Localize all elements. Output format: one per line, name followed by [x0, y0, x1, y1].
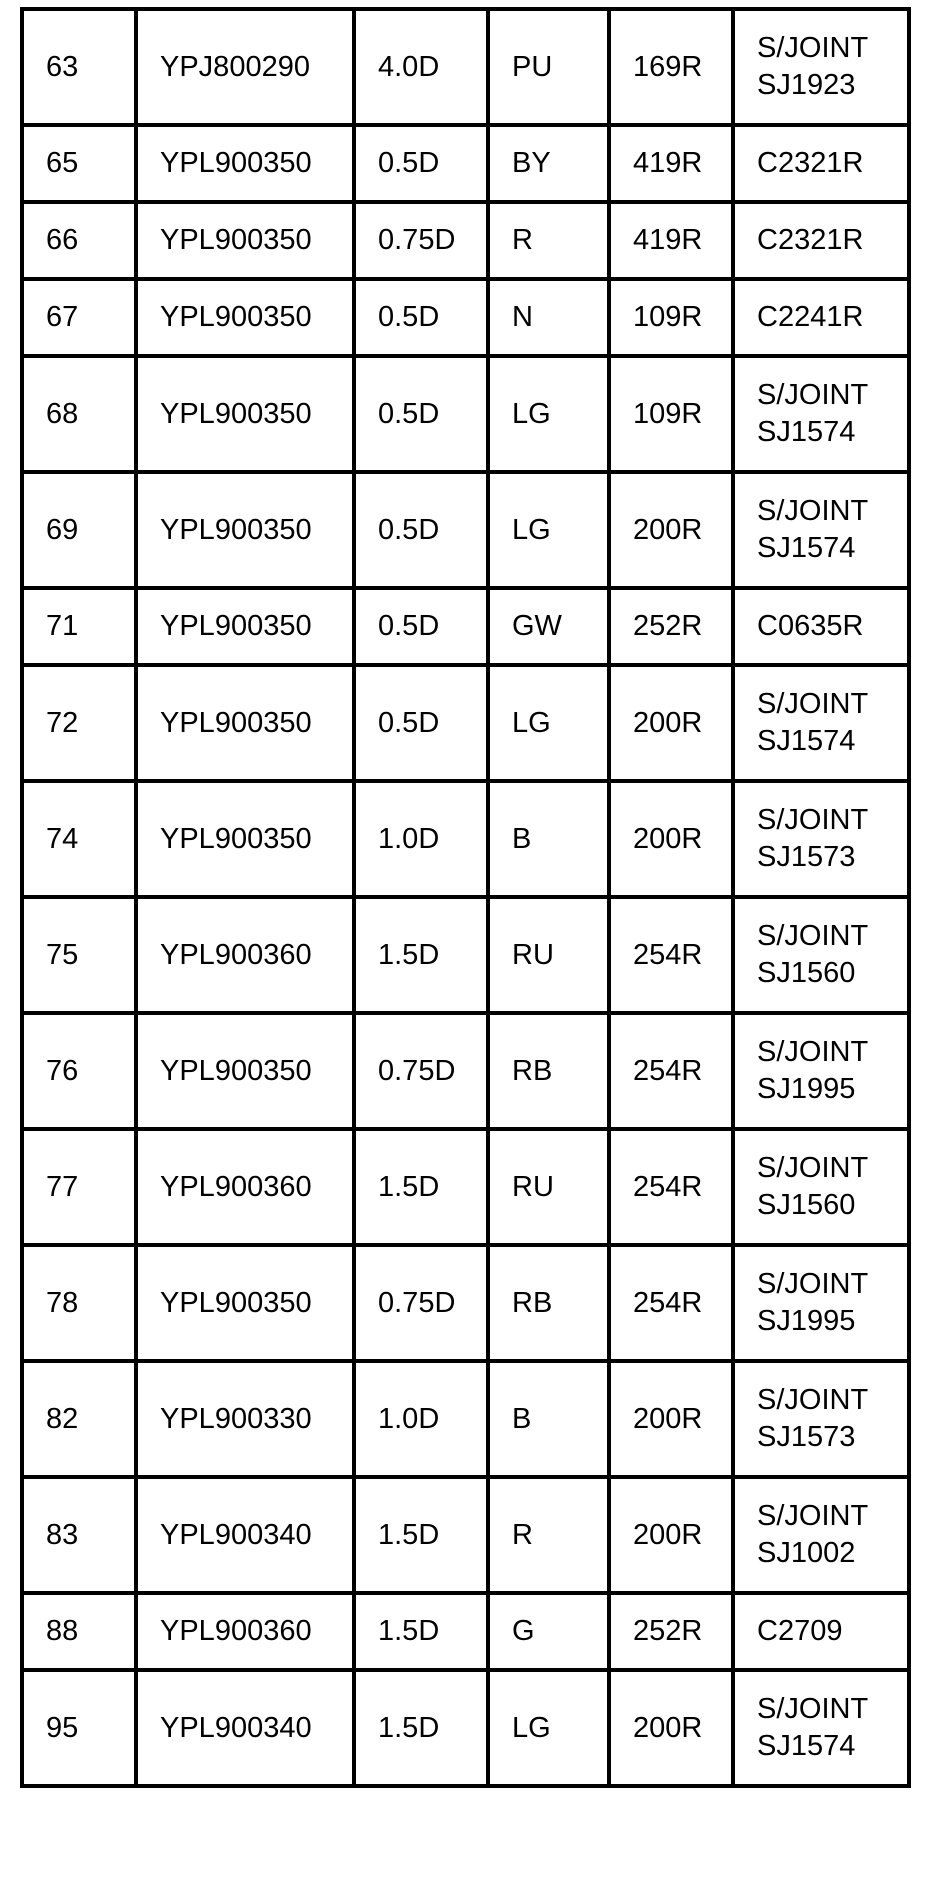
wire-number-cell: 82 [22, 1361, 136, 1477]
wire-number-cell: 67 [22, 279, 136, 356]
termination-line: S/JOINT [757, 1268, 869, 1300]
wire-color-cell: RB [488, 1245, 609, 1361]
termination-line: SJ1574 [757, 725, 856, 757]
termination-line: SJ1574 [757, 1730, 856, 1762]
termination-cell [733, 356, 909, 472]
termination-cell [733, 1593, 909, 1670]
route-code-cell: 254R [609, 1129, 733, 1245]
table-row [22, 202, 909, 279]
wire-color-cell: GW [488, 588, 609, 665]
route-code-cell: 252R [609, 1593, 733, 1670]
termination-cell [733, 1361, 909, 1477]
table-row [22, 588, 909, 665]
termination-cell [733, 472, 909, 588]
part-number-cell: YPL900350 [136, 665, 354, 781]
route-code-cell: 200R [609, 781, 733, 897]
wire-size-cell: 0.5D [354, 588, 488, 665]
part-number-cell: YPL900330 [136, 1361, 354, 1477]
termination-cell [733, 202, 909, 279]
wire-size-cell: 1.5D [354, 1670, 488, 1786]
termination-cell [733, 1129, 909, 1245]
part-number-cell: YPL900360 [136, 1129, 354, 1245]
termination-line: S/JOINT [757, 495, 869, 527]
termination-line: S/JOINT [757, 688, 869, 720]
wire-number-cell: 69 [22, 472, 136, 588]
part-number-cell: YPJ800290 [136, 9, 354, 125]
route-code-cell: 254R [609, 1245, 733, 1361]
termination-line: SJ1573 [757, 1421, 856, 1453]
table-row [22, 125, 909, 202]
part-number-cell: YPL900350 [136, 1245, 354, 1361]
wire-size-cell: 0.75D [354, 202, 488, 279]
route-code-cell: 252R [609, 588, 733, 665]
route-code-cell: 200R [609, 1477, 733, 1593]
termination-cell [733, 1477, 909, 1593]
termination-line: S/JOINT [757, 379, 869, 411]
wire-size-cell: 1.0D [354, 1361, 488, 1477]
route-code-cell: 169R [609, 9, 733, 125]
wire-size-cell: 0.5D [354, 665, 488, 781]
wire-color-cell: R [488, 1477, 609, 1593]
termination-line: SJ1923 [757, 69, 856, 101]
part-number-cell: YPL900350 [136, 202, 354, 279]
part-number-cell: YPL900350 [136, 125, 354, 202]
wire-size-cell: 0.5D [354, 125, 488, 202]
wire-color-cell: LG [488, 1670, 609, 1786]
wire-number-cell: 88 [22, 1593, 136, 1670]
wire-size-cell: 1.5D [354, 1593, 488, 1670]
wire-number-cell: 72 [22, 665, 136, 781]
part-number-cell: YPL900360 [136, 1593, 354, 1670]
wire-size-cell: 1.0D [354, 781, 488, 897]
termination-cell [733, 1670, 909, 1786]
route-code-cell: 419R [609, 125, 733, 202]
termination-line: SJ1560 [757, 1189, 856, 1221]
termination-line: SJ1995 [757, 1073, 856, 1105]
table-row [22, 1593, 909, 1670]
termination-line: S/JOINT [757, 1384, 869, 1416]
termination-cell [733, 125, 909, 202]
wire-number-cell: 71 [22, 588, 136, 665]
termination-cell [733, 588, 909, 665]
wire-color-cell: B [488, 1361, 609, 1477]
table-row [22, 1361, 909, 1477]
termination-cell [733, 279, 909, 356]
termination-cell [733, 9, 909, 125]
table-row [22, 1670, 909, 1786]
route-code-cell: 254R [609, 897, 733, 1013]
wire-size-cell: 1.5D [354, 1129, 488, 1245]
table-row [22, 472, 909, 588]
wire-color-cell: RU [488, 897, 609, 1013]
termination-line: C2709 [757, 1615, 843, 1647]
table-row [22, 1477, 909, 1593]
wire-size-cell: 0.5D [354, 279, 488, 356]
table-row [22, 1245, 909, 1361]
wire-number-cell: 68 [22, 356, 136, 472]
termination-line: S/JOINT [757, 32, 869, 64]
termination-line: C2321R [757, 147, 864, 179]
route-code-cell: 109R [609, 356, 733, 472]
table-row [22, 356, 909, 472]
wire-number-cell: 74 [22, 781, 136, 897]
route-code-cell: 200R [609, 665, 733, 781]
termination-line: SJ1002 [757, 1537, 856, 1569]
termination-line: SJ1574 [757, 416, 856, 448]
wire-size-cell: 1.5D [354, 1477, 488, 1593]
wire-number-cell: 65 [22, 125, 136, 202]
part-number-cell: YPL900350 [136, 356, 354, 472]
route-code-cell: 200R [609, 1361, 733, 1477]
wire-color-cell: PU [488, 9, 609, 125]
route-code-cell: 419R [609, 202, 733, 279]
wiring-table [20, 7, 911, 1788]
wire-size-cell: 0.5D [354, 356, 488, 472]
wire-number-cell: 76 [22, 1013, 136, 1129]
wire-size-cell: 0.75D [354, 1013, 488, 1129]
route-code-cell: 109R [609, 279, 733, 356]
wire-size-cell: 0.5D [354, 472, 488, 588]
wire-color-cell: LG [488, 665, 609, 781]
table-row [22, 665, 909, 781]
route-code-cell: 200R [609, 1670, 733, 1786]
part-number-cell: YPL900350 [136, 1013, 354, 1129]
wire-color-cell: N [488, 279, 609, 356]
termination-line: SJ1560 [757, 957, 856, 989]
wire-number-cell: 75 [22, 897, 136, 1013]
termination-cell [733, 1013, 909, 1129]
table-body [22, 9, 909, 1786]
table-row [22, 1013, 909, 1129]
wire-color-cell: RU [488, 1129, 609, 1245]
wire-color-cell: B [488, 781, 609, 897]
wire-number-cell: 95 [22, 1670, 136, 1786]
part-number-cell: YPL900350 [136, 588, 354, 665]
termination-line: S/JOINT [757, 1693, 869, 1725]
termination-cell [733, 781, 909, 897]
termination-line: S/JOINT [757, 1036, 869, 1068]
wire-number-cell: 83 [22, 1477, 136, 1593]
wire-color-cell: RB [488, 1013, 609, 1129]
termination-line: S/JOINT [757, 1152, 869, 1184]
wire-size-cell: 4.0D [354, 9, 488, 125]
wire-number-cell: 66 [22, 202, 136, 279]
termination-cell [733, 665, 909, 781]
part-number-cell: YPL900340 [136, 1477, 354, 1593]
wire-number-cell: 77 [22, 1129, 136, 1245]
wire-number-cell: 78 [22, 1245, 136, 1361]
part-number-cell: YPL900350 [136, 279, 354, 356]
part-number-cell: YPL900340 [136, 1670, 354, 1786]
wire-color-cell: R [488, 202, 609, 279]
wire-size-cell: 1.5D [354, 897, 488, 1013]
termination-line: SJ1574 [757, 532, 856, 564]
termination-line: S/JOINT [757, 804, 869, 836]
route-code-cell: 254R [609, 1013, 733, 1129]
table-row [22, 897, 909, 1013]
wire-color-cell: LG [488, 356, 609, 472]
wire-color-cell: LG [488, 472, 609, 588]
termination-line: S/JOINT [757, 920, 869, 952]
wire-size-cell: 0.75D [354, 1245, 488, 1361]
part-number-cell: YPL900350 [136, 472, 354, 588]
termination-cell [733, 1245, 909, 1361]
termination-line: C0635R [757, 610, 864, 642]
table-row [22, 1129, 909, 1245]
wire-color-cell: G [488, 1593, 609, 1670]
termination-line: SJ1995 [757, 1305, 856, 1337]
wire-color-cell: BY [488, 125, 609, 202]
termination-line: S/JOINT [757, 1500, 869, 1532]
wire-number-cell: 63 [22, 9, 136, 125]
part-number-cell: YPL900360 [136, 897, 354, 1013]
termination-line: C2241R [757, 301, 864, 333]
table-row [22, 781, 909, 897]
route-code-cell: 200R [609, 472, 733, 588]
table-row [22, 9, 909, 125]
termination-line: SJ1573 [757, 841, 856, 873]
termination-cell [733, 897, 909, 1013]
termination-line: C2321R [757, 224, 864, 256]
table-row [22, 279, 909, 356]
part-number-cell: YPL900350 [136, 781, 354, 897]
